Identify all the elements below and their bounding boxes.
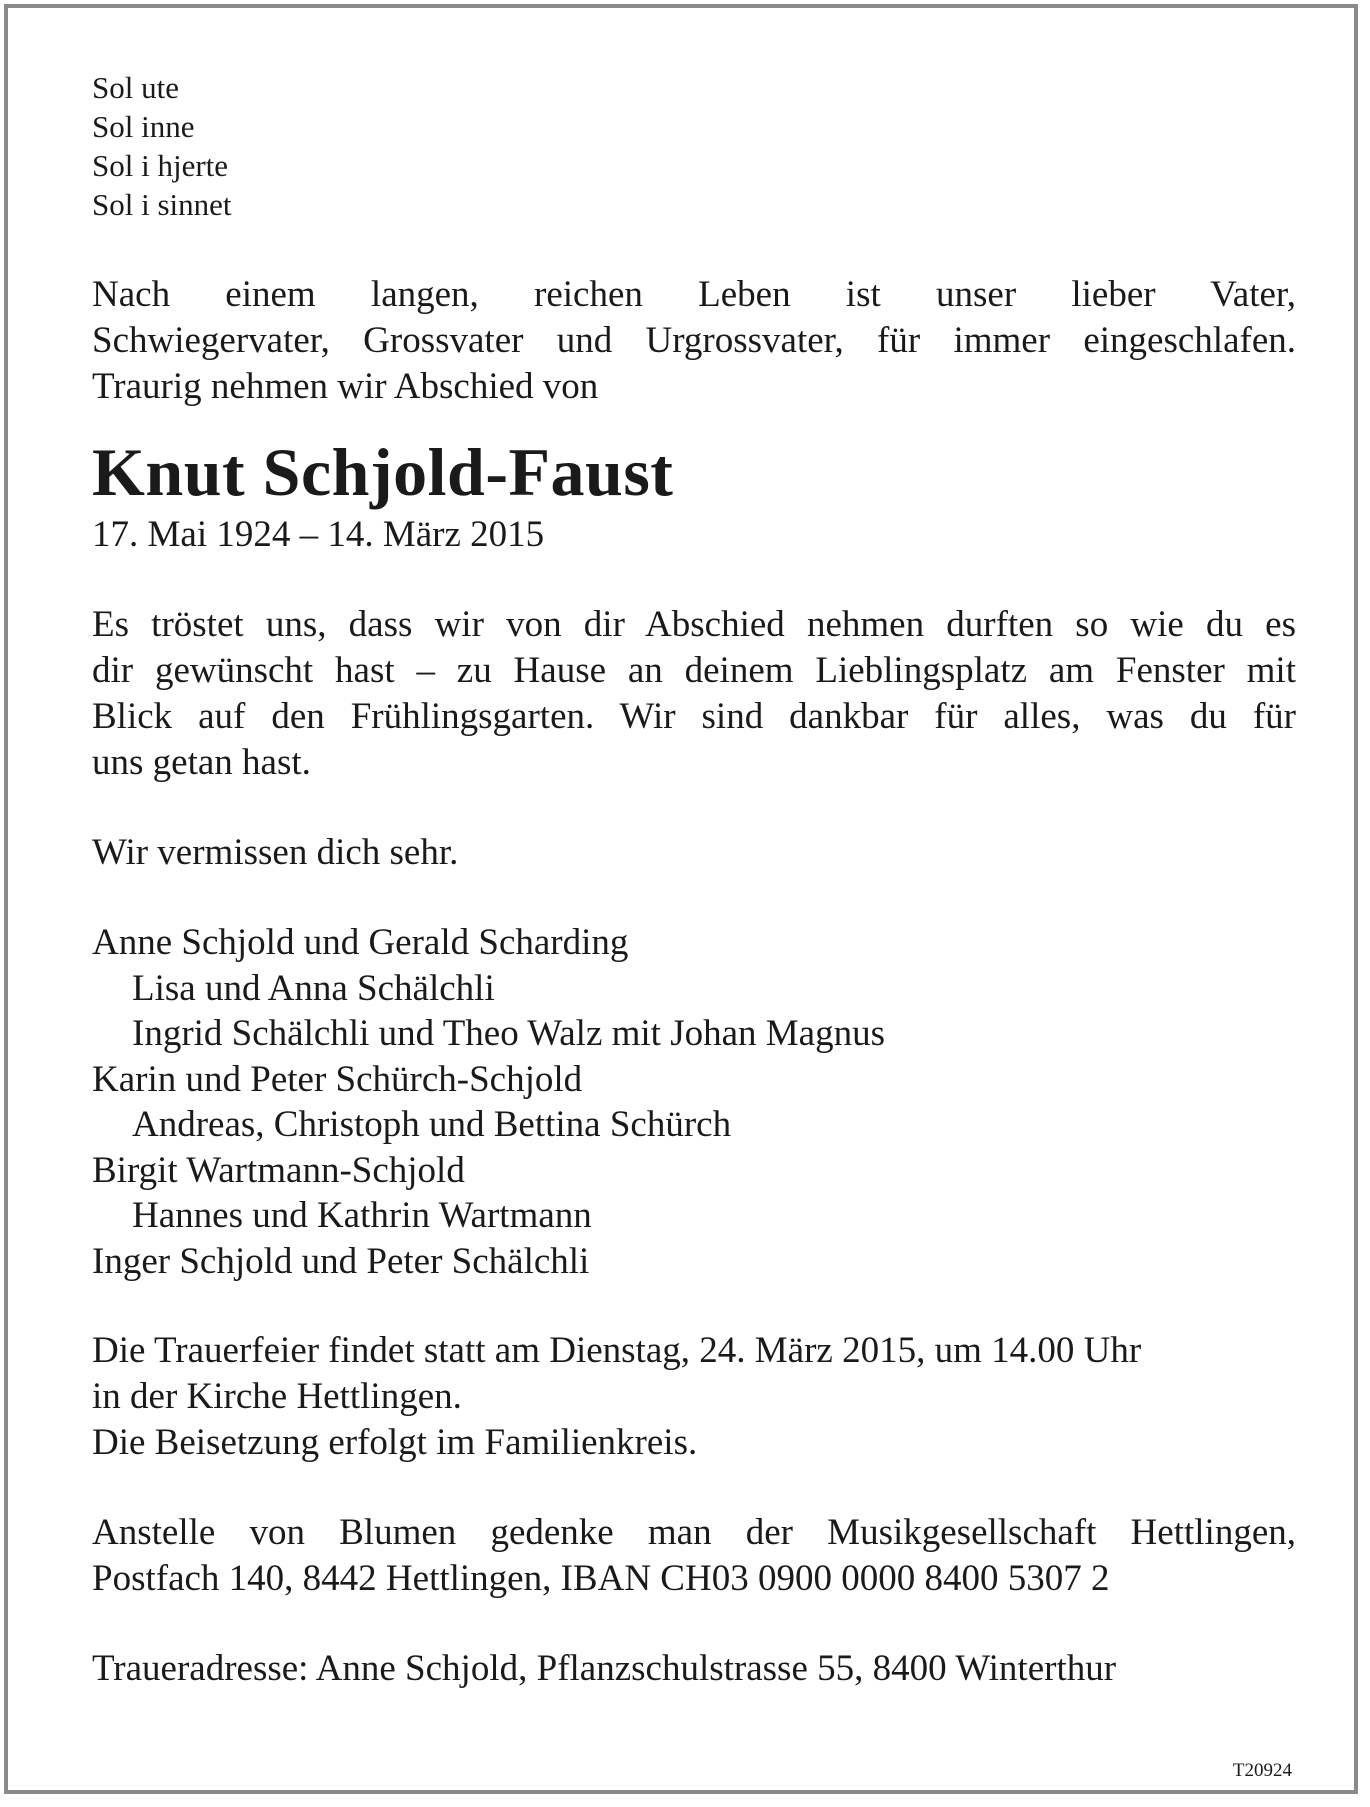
- intro-line: Traurig nehmen wir Abschied von: [92, 366, 599, 407]
- obituary-content: [92, 68, 1296, 1692]
- ceremony-line: Die Trauerfeier findet statt am Dienstag, 24. März 2015, um 14.00 Uhr: [92, 1330, 1142, 1371]
- poem-line: Sol i hjerte: [92, 148, 229, 183]
- ceremony-line: in der Kirche Hettlingen.: [92, 1376, 462, 1417]
- comfort-line: dir gewünscht hast – zu Hause an deinem Lieblingsplatz am Fenster mit: [92, 650, 1296, 691]
- family-member: Andreas, Christoph und Bettina Schürch: [132, 1104, 732, 1145]
- miss-line: Wir vermissen dich sehr.: [92, 832, 459, 873]
- deceased-name: Knut Schjold-Faust: [92, 434, 674, 510]
- intro-line: Nach einem langen, reichen Leben ist unser lieber Vater,: [92, 274, 1296, 315]
- poem: [92, 68, 1296, 224]
- donation-line: Postfach 140, 8442 Hettlingen, IBAN CH03 0900 0000 8400 5307 2: [92, 1558, 1110, 1599]
- comfort-line: Blick auf den Frühlingsgarten. Wir sind dankbar für alles, was du für: [92, 696, 1296, 737]
- poem-line: Sol i sinnet: [92, 187, 232, 222]
- family-member: Karin und Peter Schürch-Schjold: [92, 1058, 583, 1100]
- family-member: Birgit Wartmann-Schjold: [92, 1149, 465, 1191]
- family-member: Hannes und Kathrin Wartmann: [132, 1195, 592, 1236]
- comfort-paragraph: [92, 602, 1296, 786]
- donation-line: Anstelle von Blumen gedenke man der Musikgesellschaft Hettlingen,: [92, 1512, 1296, 1553]
- reference-code: T20924: [1232, 1760, 1292, 1781]
- family-member: Lisa und Anna Schälchli: [132, 967, 495, 1009]
- family-member: Inger Schjold und Peter Schälchli: [92, 1240, 590, 1282]
- donation-paragraph: [92, 1510, 1296, 1602]
- ceremony-paragraph: [92, 1328, 1296, 1466]
- deceased-dates: 17. Mai 1924 – 14. März 2015: [92, 514, 545, 555]
- poem-line: Sol ute: [92, 70, 179, 105]
- family-list: [92, 920, 1296, 1284]
- ceremony-line: Die Beisetzung erfolgt im Familienkreis.: [92, 1422, 698, 1463]
- intro-paragraph: [92, 272, 1296, 410]
- comfort-line: uns getan hast.: [92, 742, 311, 783]
- intro-line: Schwiegervater, Grossvater und Urgrossvater, für immer eingeschlafen.: [92, 320, 1296, 361]
- comfort-line: Es tröstet uns, dass wir von dir Abschied nehmen durften so wie du es: [92, 604, 1296, 645]
- mourning-address: Traueradresse: Anne Schjold, Pflanzschulstrasse 55, 8400 Winterthur: [92, 1648, 1117, 1689]
- family-member: Anne Schjold und Gerald Scharding: [92, 922, 629, 963]
- obituary-frame: [4, 4, 1358, 1794]
- family-member: Ingrid Schälchli und Theo Walz mit Johan Magnus: [132, 1013, 886, 1054]
- poem-line: Sol inne: [92, 109, 195, 144]
